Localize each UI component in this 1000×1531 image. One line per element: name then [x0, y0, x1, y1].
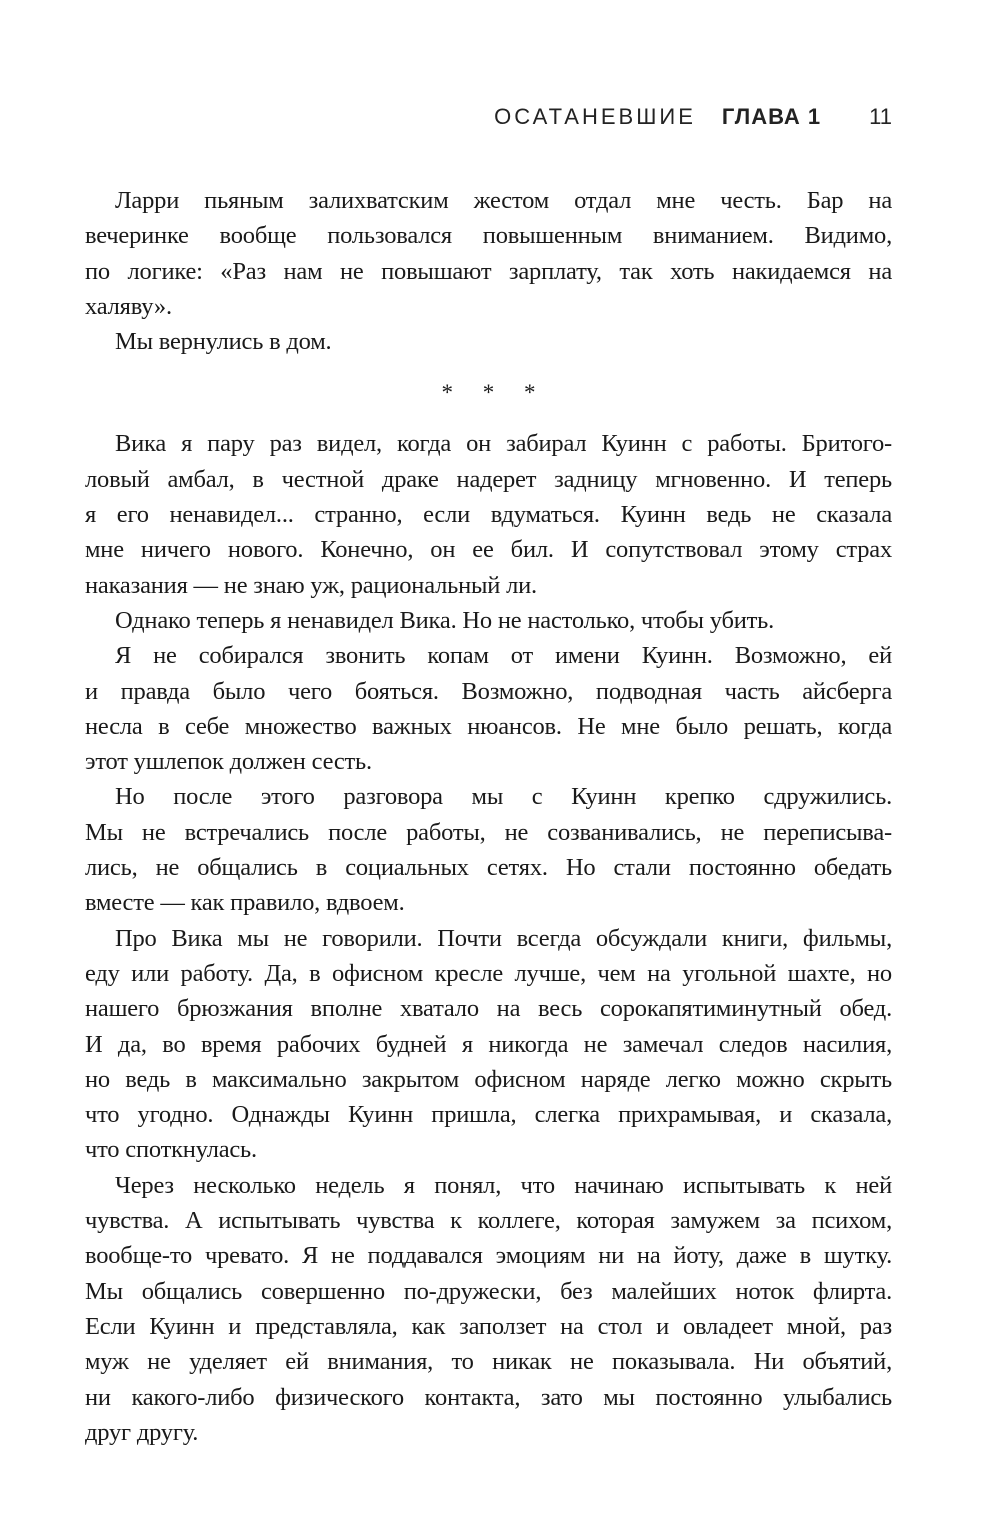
text-line: Если Куинн и представляла, как заползет на стол и овладеет мной, раз	[85, 1312, 892, 1340]
paragraph	[85, 779, 892, 920]
page-number: 11	[869, 104, 892, 129]
text-line: что угодно. Однажды Куинн пришла, слегка прихрамывая, и сказала,	[85, 1101, 892, 1129]
section-separator	[85, 359, 892, 426]
body-text	[85, 183, 892, 1450]
text-line: Через несколько недель я понял, что начинаю испытывать к ней	[115, 1171, 892, 1199]
text-line: несла в себе множество важных нюансов. Не мне было решать, когда	[85, 712, 892, 740]
text-line: но ведь в максимально закрытом офисном наряде легко можно скрыть	[85, 1065, 892, 1093]
text-line: вечеринке вообще пользовался повышенным вниманием. Видимо,	[85, 222, 892, 250]
paragraph	[85, 603, 892, 638]
text-line: наказания — не знаю уж, рациональный ли.	[85, 571, 537, 599]
text-line: нашего брюзжания вполне хватало на весь сорокапятиминутный обед.	[85, 995, 892, 1023]
text-line: и правда было чего бояться. Возможно, подводная часть айсберга	[85, 677, 892, 705]
text-line: этот ушлепок должен сесть.	[85, 748, 372, 776]
text-line: что споткнулась.	[85, 1136, 257, 1164]
text-line: Однако теперь я ненавидел Вика. Но не настолько, чтобы убить.	[115, 606, 775, 634]
paragraph	[85, 426, 892, 602]
text-line: Мы вернулись в дом.	[115, 328, 332, 356]
text-line: чувства. А испытывать чувства к коллеге, которая замужем за психом,	[85, 1207, 892, 1235]
paragraph	[85, 1168, 892, 1450]
text-line: мне ничего нового. Конечно, он ее бил. И сопутствовал этому страх	[85, 536, 892, 564]
asterisks-ornament: * * *	[441, 380, 548, 406]
text-line: Вика я пару раз видел, когда он забирал Куинн с работы. Бритого-	[115, 430, 892, 458]
text-line: Про Вика мы не говорили. Почти всегда обсуждали книги, фильмы,	[115, 924, 892, 952]
text-line: ни какого-либо физического контакта, зато мы постоянно улыбались	[85, 1383, 892, 1411]
text-line: вообще-то чревато. Я не поддавался эмоциям ни на йоту, даже в шутку.	[85, 1242, 892, 1270]
book-title-label: ОСАТАНЕВШИЕ	[494, 104, 696, 129]
text-line: Мы не встречались после работы, не созванивались, не переписыва-	[85, 818, 892, 846]
paragraph	[85, 638, 892, 779]
text-line: вместе — как правило, вдвоем.	[85, 889, 405, 917]
paragraph	[85, 921, 892, 1168]
text-line: халяву».	[85, 292, 172, 320]
text-line: еду или работу. Да, в офисном кресле лучше, чем на угольной шахте, но	[85, 959, 892, 987]
text-line: Ларри пьяным залихватским жестом отдал мне честь. Бар на	[115, 187, 892, 214]
text-line: Но после этого разговора мы с Куинн крепко сдружились.	[115, 783, 892, 811]
running-head	[494, 104, 892, 130]
chapter-label: ГЛАВА 1	[721, 104, 822, 129]
paragraph	[85, 324, 892, 359]
text-line: И да, во время рабочих будней я никогда не замечал следов насилия,	[85, 1030, 892, 1058]
text-line: я его ненавидел... странно, если вдуматься. Куинн ведь не сказала	[85, 501, 892, 529]
text-line: Мы общались совершенно по-дружески, без малейших ноток флирта.	[85, 1277, 892, 1305]
text-line: Я не собирался звонить копам от имени Куинн. Возможно, ей	[115, 642, 892, 670]
text-line: по логике: «Раз нам не повышают зарплату, так хоть накидаемся на	[85, 257, 892, 285]
text-line: друг другу.	[85, 1418, 199, 1446]
paragraph	[85, 183, 892, 324]
text-line: лись, не общались в социальных сетях. Но стали постоянно обедать	[85, 854, 892, 882]
text-line: муж не уделяет ей внимания, то никак не показывала. Ни объятий,	[85, 1348, 892, 1376]
text-line: ловый амбал, в честной драке надерет задницу мгновенно. И теперь	[85, 465, 892, 493]
